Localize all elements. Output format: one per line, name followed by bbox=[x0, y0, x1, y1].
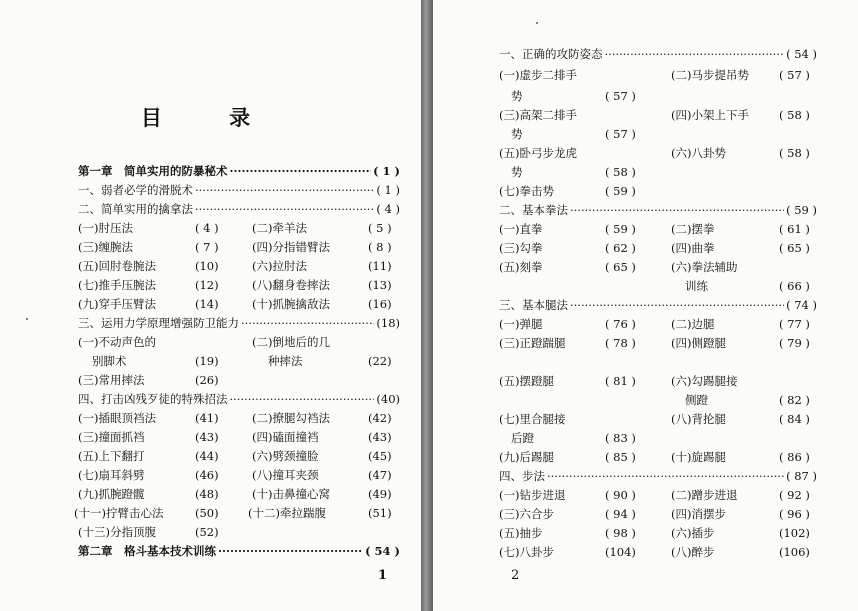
toc-item-page: ( 77 ) bbox=[779, 317, 810, 331]
toc-item-page: ( 62 ) bbox=[605, 241, 636, 255]
toc-item: (八)醉步 bbox=[671, 545, 715, 559]
toc-item-page: ( 7 ) bbox=[195, 240, 219, 254]
toc-item-page: ( 58 ) bbox=[779, 108, 810, 122]
toc-item-page: (102) bbox=[779, 526, 810, 540]
toc-item-page: ( 59 ) bbox=[605, 184, 636, 198]
toc-item: (三)勾拳 bbox=[499, 241, 543, 255]
toc-item: (六)勾踢腿接 bbox=[671, 374, 738, 388]
toc-item: (二)牵羊法 bbox=[252, 221, 307, 235]
toc-item-page: (106) bbox=[779, 545, 810, 559]
toc-item: (四)曲拳 bbox=[671, 241, 715, 255]
toc-section-2-4: 四、步法 ····· ( 87 ) bbox=[499, 467, 817, 485]
toc-section-2-2: 二、基本拳法 ····· ( 59 ) bbox=[499, 201, 817, 219]
toc-item-page: ( 79 ) bbox=[779, 336, 810, 350]
toc-item: (一)肘压法 bbox=[78, 221, 133, 235]
toc-item: (七)扇耳斜劈 bbox=[78, 468, 145, 482]
toc-item-page: ( 85 ) bbox=[605, 450, 636, 464]
toc-section-1-3: 三、运用力学原理增强防卫能力 ····· (18) bbox=[78, 314, 400, 332]
toc-item-page: (14) bbox=[195, 297, 219, 311]
toc-item-page: ( 92 ) bbox=[779, 488, 810, 502]
toc-item-page: (12) bbox=[195, 278, 219, 292]
toc-item-page: (11) bbox=[368, 259, 392, 273]
scan-speck bbox=[26, 318, 28, 320]
toc-item-page: ( 8 ) bbox=[368, 240, 392, 254]
toc-item: (四)消摆步 bbox=[671, 507, 726, 521]
toc-item: (七)拳击势 bbox=[499, 184, 554, 198]
toc-item-page: (41) bbox=[195, 411, 219, 425]
toc-item-continued: 势 bbox=[511, 127, 523, 141]
toc-item-page: (42) bbox=[368, 411, 392, 425]
toc-item: (九)后踢腿 bbox=[499, 450, 554, 464]
toc-item-continued: 势 bbox=[511, 165, 523, 179]
toc-item-page: ( 96 ) bbox=[779, 507, 810, 521]
toc-item: (一)弹腿 bbox=[499, 317, 543, 331]
toc-item: (七)里合腿接 bbox=[499, 412, 566, 426]
toc-item-page: (22) bbox=[368, 354, 392, 368]
toc-item: (六)劈颈撞脸 bbox=[252, 449, 319, 463]
toc-item: (一)直拳 bbox=[499, 222, 543, 236]
toc-item: (五)抽步 bbox=[499, 526, 543, 540]
toc-item-page: (51) bbox=[368, 506, 392, 520]
toc-item-continued: 别脚术 bbox=[92, 354, 127, 368]
toc-item-page: ( 65 ) bbox=[605, 260, 636, 274]
toc-item: (八)撞耳夹颈 bbox=[252, 468, 319, 482]
toc-item-page: (43) bbox=[368, 430, 392, 444]
toc-item-page: ( 57 ) bbox=[605, 127, 636, 141]
toc-item-page: (26) bbox=[195, 373, 219, 387]
toc-item-page: ( 58 ) bbox=[605, 165, 636, 179]
toc-item: (五)上下翻打 bbox=[78, 449, 145, 463]
toc-item: (十)抓腕擒敌法 bbox=[252, 297, 330, 311]
toc-item-page: ( 81 ) bbox=[605, 374, 636, 388]
toc-section-1-4: 四、打击凶残歹徒的特殊招法 ····· (40) bbox=[78, 390, 400, 408]
right-page bbox=[433, 0, 858, 611]
toc-section-1-2: 二、简单实用的擒拿法 ····· ( 4 ) bbox=[78, 200, 400, 218]
toc-item-page: ( 78 ) bbox=[605, 336, 636, 350]
toc-item: (四)磕面撞裆 bbox=[252, 430, 319, 444]
toc-item-page: (44) bbox=[195, 449, 219, 463]
page-number: 1 bbox=[378, 568, 388, 583]
toc-item-page: (45) bbox=[368, 449, 392, 463]
toc-item: (八)翻身卷摔法 bbox=[252, 278, 330, 292]
toc-section-2-3: 三、基本腿法 ····· ( 74 ) bbox=[499, 296, 817, 314]
toc-item-page: ( 94 ) bbox=[605, 507, 636, 521]
toc-item: (五)摆蹬腿 bbox=[499, 374, 554, 388]
toc-item-page: ( 83 ) bbox=[605, 431, 636, 445]
toc-item: (三)常用摔法 bbox=[78, 373, 145, 387]
toc-item-page: ( 98 ) bbox=[605, 526, 636, 540]
toc-item-page: (10) bbox=[195, 259, 219, 273]
toc-item-page: (52) bbox=[195, 525, 219, 539]
toc-item: (三)缠腕法 bbox=[78, 240, 133, 254]
toc-item: (二)马步提吊势 bbox=[671, 68, 749, 82]
toc-item-page: ( 59 ) bbox=[605, 222, 636, 236]
toc-section-1-1: 一、弱者必学的滑脱术 ····· ( 1 ) bbox=[78, 181, 400, 199]
toc-item: (二)蹭步进退 bbox=[671, 488, 738, 502]
toc-item: (一)虚步二排手 bbox=[499, 68, 577, 82]
toc-item-page: ( 86 ) bbox=[779, 450, 810, 464]
toc-item: (三)高架二排手 bbox=[499, 108, 577, 122]
toc-item: (六)八卦势 bbox=[671, 146, 726, 160]
toc-item: (七)八卦步 bbox=[499, 545, 554, 559]
book-gutter bbox=[421, 0, 433, 611]
chapter-page: ( 1 ) bbox=[373, 164, 400, 178]
toc-item: (五)回肘卷腕法 bbox=[78, 259, 156, 273]
toc-item: (二)边腿 bbox=[671, 317, 715, 331]
toc-item-page: (50) bbox=[195, 506, 219, 520]
toc-item-page: ( 57 ) bbox=[779, 68, 810, 82]
toc-item-continued: 训练 bbox=[685, 279, 708, 293]
toc-item-page: ( 4 ) bbox=[195, 221, 219, 235]
toc-item-page: (48) bbox=[195, 487, 219, 501]
toc-item: (五)刻拳 bbox=[499, 260, 543, 274]
toc-item-page: ( 66 ) bbox=[779, 279, 810, 293]
toc-item: (十二)牵拉踹腹 bbox=[248, 506, 326, 520]
toc-item-page: ( 61 ) bbox=[779, 222, 810, 236]
toc-item: (三)正蹬踹腿 bbox=[499, 336, 566, 350]
left-page bbox=[0, 0, 421, 611]
toc-item: (六)拳法辅助 bbox=[671, 260, 738, 274]
toc-item: (一)钻步进退 bbox=[499, 488, 566, 502]
toc-item: (十一)拧臂击心法 bbox=[74, 506, 164, 520]
toc-item: (三)撞面抓裆 bbox=[78, 430, 145, 444]
toc-item-page: ( 84 ) bbox=[779, 412, 810, 426]
toc-item-continued: 后蹬 bbox=[511, 431, 534, 445]
toc-title: 目 录 bbox=[140, 105, 281, 130]
toc-item: (一)插眼顶裆法 bbox=[78, 411, 156, 425]
toc-item-continued: 势 bbox=[511, 89, 523, 103]
toc-item: (二)撩腿勾裆法 bbox=[252, 411, 330, 425]
toc-item-page: ( 5 ) bbox=[368, 221, 392, 235]
toc-item: (五)卧弓步龙虎 bbox=[499, 146, 577, 160]
toc-item: (一)不动声色的 bbox=[78, 335, 156, 349]
toc-item: (六)插步 bbox=[671, 526, 715, 540]
toc-item: (七)推手压腕法 bbox=[78, 278, 156, 292]
toc-item-page: (19) bbox=[195, 354, 219, 368]
chapter-title: 第一章 简单实用的防暴秘术 bbox=[78, 164, 228, 178]
toc-item-page: (104) bbox=[605, 545, 636, 559]
toc-item-continued: 种摔法 bbox=[268, 354, 303, 368]
scan-speck bbox=[536, 22, 538, 24]
toc-item-page: (13) bbox=[368, 278, 392, 292]
toc-item-page: (46) bbox=[195, 468, 219, 482]
toc-item-page: (16) bbox=[368, 297, 392, 311]
toc-item: (二)倒地后的几 bbox=[252, 335, 330, 349]
toc-item: (九)穿手压臂法 bbox=[78, 297, 156, 311]
toc-item-page: ( 82 ) bbox=[779, 393, 810, 407]
toc-item: (六)拉肘法 bbox=[252, 259, 307, 273]
toc-section-2-1: 一、正确的攻防姿态 ····· ( 54 ) bbox=[499, 45, 817, 63]
toc-item: (十三)分指顶腹 bbox=[78, 525, 156, 539]
toc-item-page: ( 57 ) bbox=[605, 89, 636, 103]
toc-item: (四)侧蹬腿 bbox=[671, 336, 726, 350]
toc-item-page: (47) bbox=[368, 468, 392, 482]
toc-item: (四)分指错臂法 bbox=[252, 240, 330, 254]
toc-item: (四)小架上下手 bbox=[671, 108, 749, 122]
toc-item-page: (49) bbox=[368, 487, 392, 501]
page-number: 2 bbox=[511, 568, 520, 583]
toc-chapter-2: 第二章 格斗基本技术训练 ····· ( 54 ) bbox=[78, 542, 400, 560]
toc-item-page: (43) bbox=[195, 430, 219, 444]
toc-item: (八)背抡腿 bbox=[671, 412, 726, 426]
toc-item-page: ( 65 ) bbox=[779, 241, 810, 255]
toc-item-page: ( 76 ) bbox=[605, 317, 636, 331]
toc-item: (三)六合步 bbox=[499, 507, 554, 521]
toc-item: (十)旋踢腿 bbox=[671, 450, 726, 464]
toc-item-page: ( 90 ) bbox=[605, 488, 636, 502]
toc-item: (二)摆拳 bbox=[671, 222, 715, 236]
toc-chapter-1 bbox=[78, 162, 400, 180]
toc-item-continued: 侧蹬 bbox=[685, 393, 708, 407]
toc-item: (十)击鼻撞心窝 bbox=[252, 487, 330, 501]
toc-item: (九)抓腕蹬髋 bbox=[78, 487, 145, 501]
toc-item-page: ( 58 ) bbox=[779, 146, 810, 160]
